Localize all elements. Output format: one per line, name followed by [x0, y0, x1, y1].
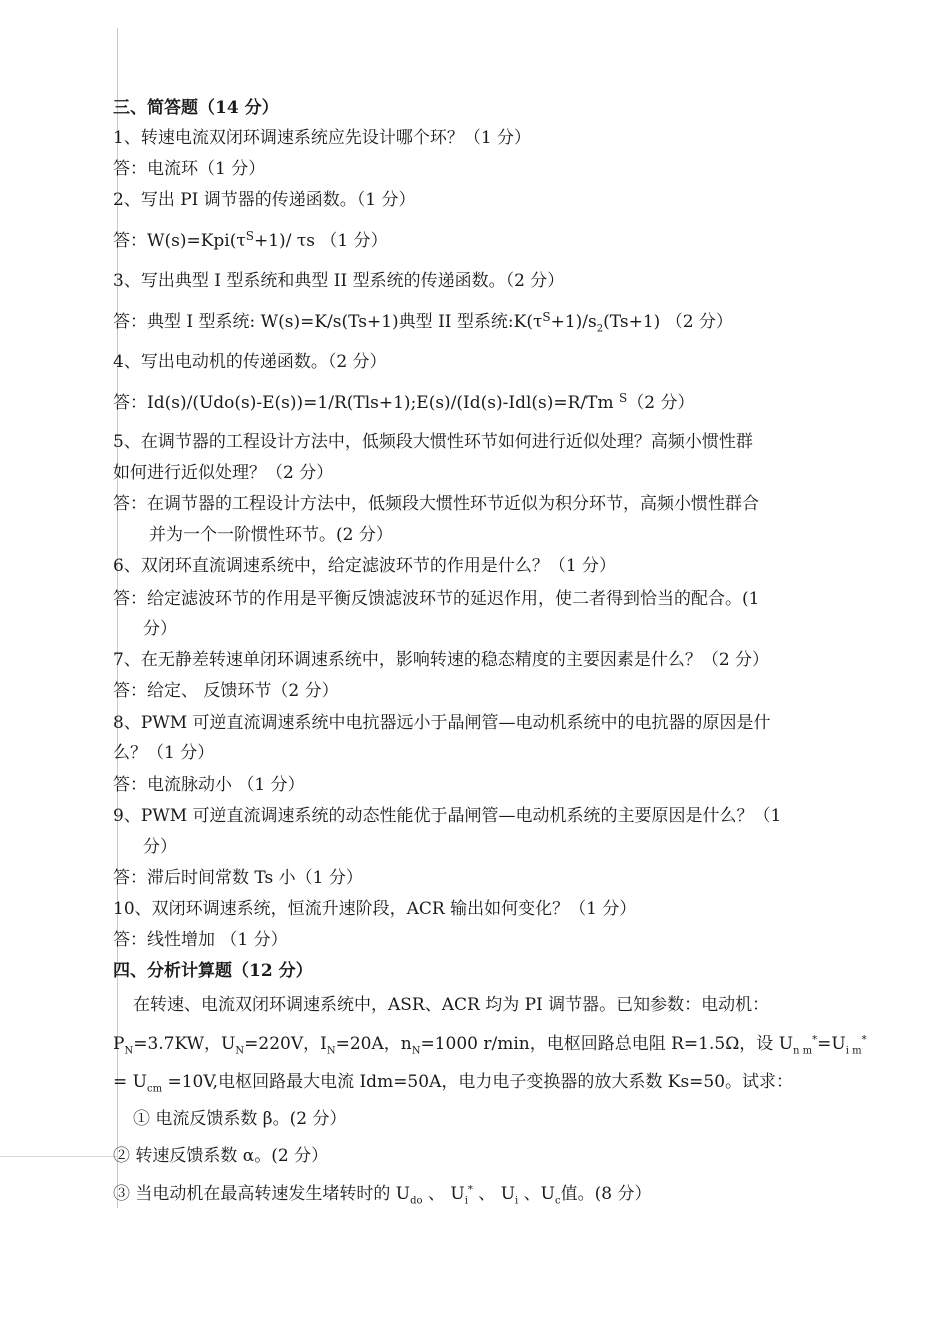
- q7: 7、在无静差转速单闭环调速系统中，影响转速的稳态精度的主要因素是什么？（2 分）: [113, 650, 770, 670]
- q8-line1: 8、PWM 可逆直流调速系统中电抗器远小于晶闸管—电动机系统中的电抗器的原因是什: [113, 713, 771, 733]
- q9-line1: 9、PWM 可逆直流调速系统的动态性能优于晶闸管—电动机系统的主要原因是什么？（1: [113, 806, 782, 826]
- a3-prefix: 答：典型 I 型系统: W(s)=K/s(Ts+1)典型 II 型系统:K(τ: [113, 312, 543, 332]
- ucm-sub: cm: [146, 1083, 163, 1095]
- p-sub: N: [124, 1045, 134, 1057]
- a6-line2: 分）: [143, 619, 177, 639]
- ucm-suffix: =10V,电枢回路最大电流 Idm=50A，电力电子变换器的放大系数 Ks=50。试求：: [162, 1072, 794, 1092]
- t3-suffix: 值。(8 分）: [560, 1184, 652, 1204]
- un-sup: *: [812, 1034, 818, 1046]
- n-value: =1000 r/min，电枢回路总电阻 R=1.5Ω，设 U: [420, 1034, 794, 1054]
- section4-intro: 在转速、电流双闭环调速系统中，ASR、ACR 均为 PI 调节器。已知参数：电动机：: [133, 995, 770, 1015]
- task-1: ① 电流反馈系数 β。(2 分）: [133, 1109, 347, 1129]
- a3-mid: +1)/s: [550, 312, 597, 332]
- a2: [113, 229, 388, 253]
- params-line: [113, 1032, 867, 1056]
- a3: [113, 310, 733, 334]
- section3-heading: 三、简答题（14 分）: [113, 98, 279, 118]
- un-sub: n m: [793, 1045, 813, 1057]
- ucm-prefix: = U: [113, 1072, 147, 1092]
- t3-sep3: 、U: [518, 1184, 555, 1204]
- p-symbol: P: [113, 1034, 125, 1054]
- a2-suffix: +1)/ τs （1 分）: [254, 231, 388, 251]
- i-sub: N: [326, 1045, 336, 1057]
- un-eq: =U: [817, 1034, 846, 1054]
- a2-prefix: 答：W(s)=Kpi(τ: [113, 231, 246, 251]
- margin-tick: [0, 1156, 117, 1157]
- task-3: [113, 1182, 651, 1206]
- task-2: ② 转速反馈系数 α。(2 分）: [113, 1146, 329, 1166]
- q5-line2: 如何进行近似处理？（2 分）: [113, 463, 334, 483]
- q4: 4、写出电动机的传递函数。（2 分）: [113, 352, 387, 372]
- q8-line2: 么？（1 分）: [113, 743, 215, 763]
- t3-ui2-sub: i: [515, 1195, 519, 1207]
- a8: 答：电流脉动小 （1 分）: [113, 775, 305, 795]
- a2-sup: S: [245, 229, 254, 243]
- a7: 答：给定、 反馈环节（2 分）: [113, 681, 339, 701]
- t3-ui-sub: i: [464, 1195, 468, 1207]
- a1: 答：电流环（1 分）: [113, 159, 266, 179]
- t3-ui-sup: *: [467, 1184, 473, 1196]
- section4-heading: 四、分析计算题（12 分）: [113, 961, 313, 981]
- n-sub: N: [411, 1045, 421, 1057]
- ui-sub: i m: [845, 1045, 862, 1057]
- t3-uc-sub: c: [554, 1195, 561, 1207]
- a9: 答：滞后时间常数 Ts 小（1 分）: [113, 868, 363, 888]
- q9-line2: 分）: [143, 837, 177, 857]
- a5-line1: 答：在调节器的工程设计方法中，低频段大惯性环节近似为积分环节，高频小惯性群合: [113, 494, 759, 514]
- q3: 3、写出典型 I 型系统和典型 II 型系统的传递函数。（2 分）: [113, 271, 565, 291]
- i-value: =20A，n: [335, 1034, 412, 1054]
- a4-suffix: （2 分）: [627, 393, 695, 413]
- q5-line1: 5、在调节器的工程设计方法中，低频段大惯性环节如何进行近似处理？高频小惯性群: [113, 432, 753, 452]
- q2: 2、写出 PI 调节器的传递函数。（1 分）: [113, 190, 416, 210]
- t3-sep1: 、 U: [422, 1184, 465, 1204]
- q1: 1、转速电流双闭环调速系统应先设计哪个环？（1 分）: [113, 128, 532, 148]
- q10: 10、双闭环调速系统，恒流升速阶段，ACR 输出如何变化？（1 分）: [113, 899, 637, 919]
- q6: 6、双闭环直流调速系统中，给定滤波环节的作用是什么？（1 分）: [113, 556, 617, 576]
- a10: 答：线性增加 （1 分）: [113, 930, 288, 950]
- a3-sup: S: [542, 310, 551, 324]
- t3-udo-sub: do: [410, 1195, 423, 1207]
- a4: [113, 391, 695, 415]
- u-value: =220V，I: [244, 1034, 327, 1054]
- a4-prefix: 答：Id(s)/(Udo(s)-E(s))=1/R(Tls+1);E(s)/(Id(s)-Idl(s)=R/Tm: [113, 393, 620, 413]
- a5-line2: 并为一个一阶惯性环节。(2 分）: [149, 525, 393, 545]
- a4-sup: S: [619, 391, 628, 405]
- t3-sep2: 、 U: [472, 1184, 516, 1204]
- p-value: =3.7KW，U: [133, 1034, 236, 1054]
- a3-sub: 2: [596, 323, 604, 335]
- params-line2: [113, 1070, 793, 1094]
- ui-sup: *: [861, 1034, 867, 1046]
- a6-line1: 答：给定滤波环节的作用是平衡反馈滤波环节的延迟作用，使二者得到恰当的配合。(1: [113, 589, 760, 609]
- u-sub: N: [235, 1045, 245, 1057]
- t3-prefix: ③ 当电动机在最高转速发生堵转时的 U: [113, 1184, 411, 1204]
- a3-suffix: (Ts+1) （2 分）: [603, 312, 733, 332]
